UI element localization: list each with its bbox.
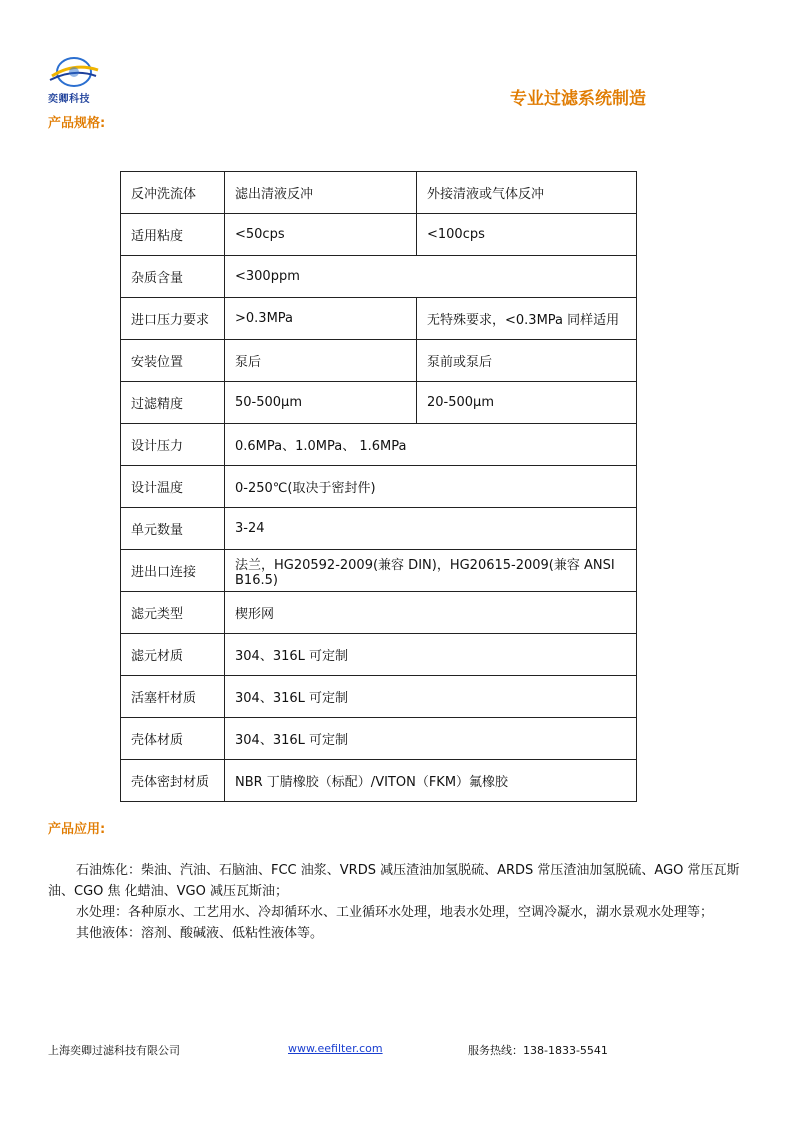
- spec-label: 安装位置: [121, 340, 225, 382]
- spec-row: [121, 340, 637, 382]
- spec-section-title: 产品规格:: [48, 116, 106, 131]
- footer-phone-label: 服务热线：: [468, 1044, 523, 1057]
- spec-row: [121, 592, 637, 634]
- spec-label: 过滤精度: [121, 382, 225, 424]
- footer-phone-number: 138-1833-5541: [523, 1044, 608, 1057]
- spec-value: 泵前或泵后: [417, 340, 637, 382]
- spec-row: [121, 298, 637, 340]
- spec-value: <100cps: [417, 214, 637, 256]
- spec-row: [121, 550, 637, 592]
- spec-value: 304、316L 可定制: [225, 676, 637, 718]
- spec-table: [120, 171, 637, 802]
- footer-hotline: [468, 1042, 608, 1058]
- spec-value: <300ppm: [225, 256, 637, 298]
- spec-row: [121, 760, 637, 802]
- spec-label: 活塞杆材质: [121, 676, 225, 718]
- application-other-liquids: 其他液体：溶剂、酸碱液、低粘性液体等。: [76, 926, 324, 941]
- spec-label: 壳体密封材质: [121, 760, 225, 802]
- footer-company: 上海奕卿过滤科技有限公司: [48, 1044, 180, 1057]
- footer-website-link[interactable]: www.eefilter.com: [288, 1042, 383, 1055]
- spec-label: 滤元材质: [121, 634, 225, 676]
- application-section-title: 产品应用:: [48, 822, 106, 837]
- spec-row: [121, 718, 637, 760]
- spec-value: 0-250℃(取决于密封件): [225, 466, 637, 508]
- spec-row: [121, 634, 637, 676]
- spec-label: 单元数量: [121, 508, 225, 550]
- spec-value: 304、316L 可定制: [225, 718, 637, 760]
- spec-label: 设计温度: [121, 466, 225, 508]
- logo-text: 奕卿科技: [48, 94, 90, 105]
- spec-row: [121, 382, 637, 424]
- spec-row: [121, 676, 637, 718]
- spec-row: [121, 508, 637, 550]
- spec-value: 滤出清液反冲: [225, 172, 417, 214]
- spec-value: 泵后: [225, 340, 417, 382]
- spec-row: [121, 172, 637, 214]
- spec-value: 楔形网: [225, 592, 637, 634]
- spec-label: 滤元类型: [121, 592, 225, 634]
- spec-value: 外接清液或气体反冲: [417, 172, 637, 214]
- spec-value: NBR 丁腈橡胶（标配）/VITON（FKM）氟橡胶: [225, 760, 637, 802]
- spec-value: 20-500μm: [417, 382, 637, 424]
- spec-row: [121, 214, 637, 256]
- spec-label: 壳体材质: [121, 718, 225, 760]
- spec-label: 杂质含量: [121, 256, 225, 298]
- spec-value: 无特殊要求，<0.3MPa 同样适用: [417, 298, 637, 340]
- spec-value: <50cps: [225, 214, 417, 256]
- header-slogan: 专业过滤系统制造: [510, 89, 646, 109]
- spec-value: 0.6MPa、1.0MPa、 1.6MPa: [225, 424, 637, 466]
- spec-label: 适用粘度: [121, 214, 225, 256]
- spec-row: [121, 466, 637, 508]
- spec-value: 50-500μm: [225, 382, 417, 424]
- spec-label: 进出口连接: [121, 550, 225, 592]
- spec-label: 设计压力: [121, 424, 225, 466]
- spec-label: 反冲洗流体: [121, 172, 225, 214]
- application-petrochemical: 石油炼化：柴油、汽油、石脑油、FCC 油浆、VRDS 减压渣油加氢脱硫、ARDS 常压渣油加氢脱硫、AGO 常压瓦斯油、CGO 焦 化蜡油、VGO 减压瓦斯油；: [48, 863, 740, 899]
- spec-row: [121, 256, 637, 298]
- spec-value: 304、316L 可定制: [225, 634, 637, 676]
- spec-label: 进口压力要求: [121, 298, 225, 340]
- spec-row: [121, 424, 637, 466]
- spec-value: 3-24: [225, 508, 637, 550]
- spec-value: >0.3MPa: [225, 298, 417, 340]
- application-water-treatment: 水处理：各种原水、工艺用水、冷却循环水、工业循环水处理，地表水处理，空调冷凝水，湖水景观水处理等；: [76, 905, 714, 920]
- spec-value: 法兰，HG20592-2009(兼容 DIN)，HG20615-2009(兼容 ANSI B16.5): [225, 550, 637, 592]
- logo-globe-icon: [46, 54, 102, 94]
